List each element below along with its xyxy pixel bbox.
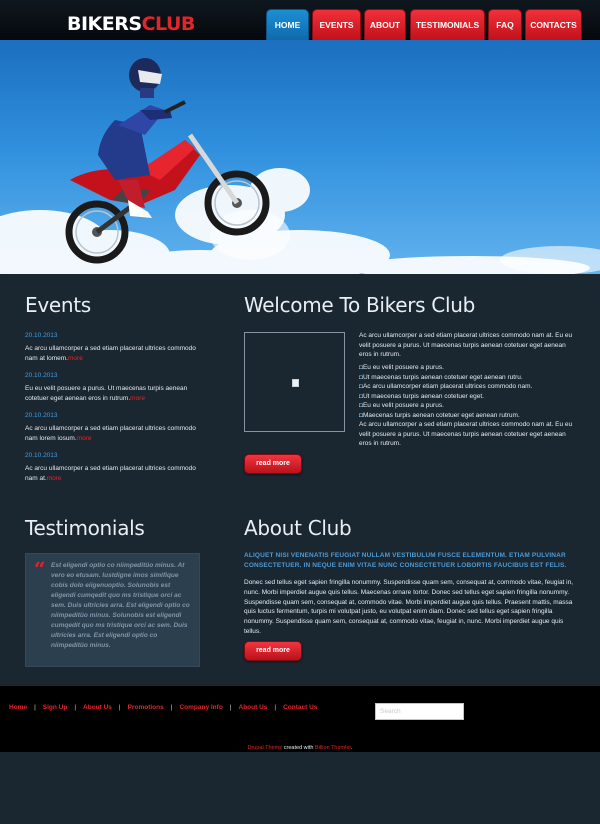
event-more-link[interactable]: more <box>46 475 62 482</box>
welcome-intro: Ac arcu ullamcorper a sed etiam placerat ultrices commodo nam at. Eu eu velit posuere a purus. Ut maecenas turpis aenean cotetuer eget aenean eros in rutrum. <box>359 332 573 359</box>
event-date: 20.10.2013 <box>25 412 58 419</box>
welcome-image-frame <box>244 332 345 432</box>
event-text: Eu eu velit posuere a purus. Ut maecenas turpis aenean cotetuer eget aenean eros in rutrum. <box>25 385 188 402</box>
event-text: Ac arcu ullamcorper a sed etiam placerat ultrices commodo nam lorem iosum. <box>25 425 196 442</box>
footer-link-company-info[interactable]: Company Info <box>179 704 223 711</box>
event-date: 20.10.2013 <box>25 372 58 379</box>
list-item: ◘Ut maecenas turpis aenean cotetuer eget aenean rutru. <box>359 373 523 381</box>
nav-faq[interactable]: FAQ <box>488 9 522 40</box>
page-bottom <box>0 752 600 824</box>
hero-banner <box>0 40 600 274</box>
about-read-more-button[interactable]: read more <box>244 641 302 661</box>
about-subheading: ALIQUET NISI VENENATIS FEUGIAT NULLAM VESTIBULUM FUSCE ELEMENTUM. ETIAM PULVINAR CONSECTETUER. IN NEQUE ENIM VITAE NUNC CONSECTETUER LOBORTIS FAUCIBUS EST FELIS. <box>244 552 567 569</box>
footer-search-input[interactable] <box>375 703 464 720</box>
event-date: 20.10.2013 <box>25 452 58 459</box>
testimonials-title: Testimonials <box>25 516 145 540</box>
event-more-link[interactable]: more <box>76 435 92 442</box>
event-text: Ac arcu ullamcorper a sed etiam placerat ultrices commodo nam at. <box>25 465 196 482</box>
footer-link-promotions[interactable]: Promotions <box>127 704 164 711</box>
event-date: 20.10.2013 <box>25 332 58 339</box>
about-body: Donec sed tellus eget sapien fringilla nonummy. Suspendisse quam sem, consequat at, commodo vitae, feugiat in, nunc. Morbi imperdiet augue quis tellus. Maecenas ornare tortor. Donec sed tellus eget sapien fringilla nonummy. Suspendisse quam sem, consequat at, commodo vitae. Morbi imperdiet augue quis tellus. Praesent mattis, massa quis luctus fermentum, turpis mi volutpat justo, eu volutpat enim diam. Donec sed tellus eget sapien fringilla nonummy. Suspendisse quam sem, consequat at, commodo vitae, feugiat in, nunc. Morbi imperdiet augue quis tellus. <box>244 579 574 635</box>
credit-theme-link[interactable]: Drupal Theme <box>247 745 283 751</box>
logo-part-bikers: BIKERS <box>67 13 142 35</box>
logo-part-club: CLUB <box>141 13 195 35</box>
bullet-icon: ◘ <box>359 373 363 381</box>
site-footer <box>0 686 600 752</box>
testimonial-text: Est eligendi optio co niimpeditüo minus. At vero eo etusam. Iustdigne imos simifique cobis dolo eiigenuoptio. Solunobis est eligendi cumqedit quo ms tristique orci ac sem. Duis ultricies arra. Est eligendi optio co niimpeditüo minus. Solunobis est eligendi cumqedit quo ms tristique orci ac sem. Duis ultricies arra. Est eligendi optio co niimpeditüo minus. <box>51 562 190 649</box>
footer-link-about-us-2[interactable]: About Us <box>238 704 268 711</box>
events-title: Events <box>25 293 91 317</box>
site-header <box>0 0 600 40</box>
broken-image-icon <box>292 379 299 387</box>
event-item <box>25 424 205 444</box>
bullet-icon: ◘ <box>359 402 363 410</box>
event-more-link[interactable]: more <box>130 395 145 402</box>
footer-nav: Home | Sign Up | About Us | Promotions | Company Info | About Us | Contact Us <box>9 704 318 711</box>
list-item: ◘Ut maecenas turpis aenean cotetuer eget. <box>359 392 484 400</box>
quote-icon: “ <box>34 557 46 581</box>
nav-testimonials[interactable]: TESTIMONIALS <box>410 9 485 40</box>
welcome-bullet-list <box>359 363 579 421</box>
bullet-icon: ◘ <box>359 383 363 391</box>
list-item: ◘Eu eu velit posuere a purus. <box>359 402 444 410</box>
bullet-icon: ◘ <box>359 364 363 371</box>
nav-events[interactable]: EVENTS <box>312 9 361 40</box>
bullet-icon: ◘ <box>359 411 363 419</box>
list-item: ◘Eu eu velit posuere a purus. <box>359 364 444 371</box>
event-more-link[interactable]: more <box>68 355 83 362</box>
welcome-outro: Ac arcu ullamcorper a sed etiam placerat ultrices commodo nam at. Eu eu velit posuere a purus. Ut maecenas turpis aenean cotetuer eget aenean eros in rutrum. <box>359 421 573 448</box>
testimonial-card <box>25 553 200 667</box>
about-title: About Club <box>244 516 352 540</box>
footer-link-sign-up[interactable]: Sign Up <box>42 704 68 711</box>
list-item: ◘Maecenas turpis aenean cotetuer eget aenean rutrum. <box>359 411 520 419</box>
list-item: ◘Ac arcu ullamcorper etiam placerat ultrices commodo nam. <box>359 383 533 391</box>
footer-link-about-us[interactable]: About Us <box>83 704 112 711</box>
nav-contacts[interactable]: CONTACTS <box>525 9 582 40</box>
site-logo[interactable] <box>67 13 195 35</box>
hero-motocross-image <box>0 40 600 274</box>
footer-link-home[interactable]: Home <box>9 704 28 711</box>
welcome-read-more-button[interactable]: read more <box>244 454 302 474</box>
event-item <box>25 384 205 404</box>
nav-about[interactable]: ABOUT <box>364 9 406 40</box>
footer-credit: Drupal Theme created with Billion Themler. <box>247 745 353 751</box>
welcome-title: Welcome To Bikers Club <box>244 293 475 317</box>
event-item <box>25 344 205 364</box>
event-text: Ac arcu ullamcorper a sed etiam placerat ultrices commodo nam at lomem. <box>25 345 196 362</box>
event-item <box>25 464 205 484</box>
footer-link-contact-us[interactable]: Contact Us <box>283 704 318 711</box>
credit-tool-link[interactable]: Billion Themler <box>314 745 351 751</box>
bullet-icon: ◘ <box>359 392 363 400</box>
nav-home[interactable]: HOME <box>266 9 309 40</box>
